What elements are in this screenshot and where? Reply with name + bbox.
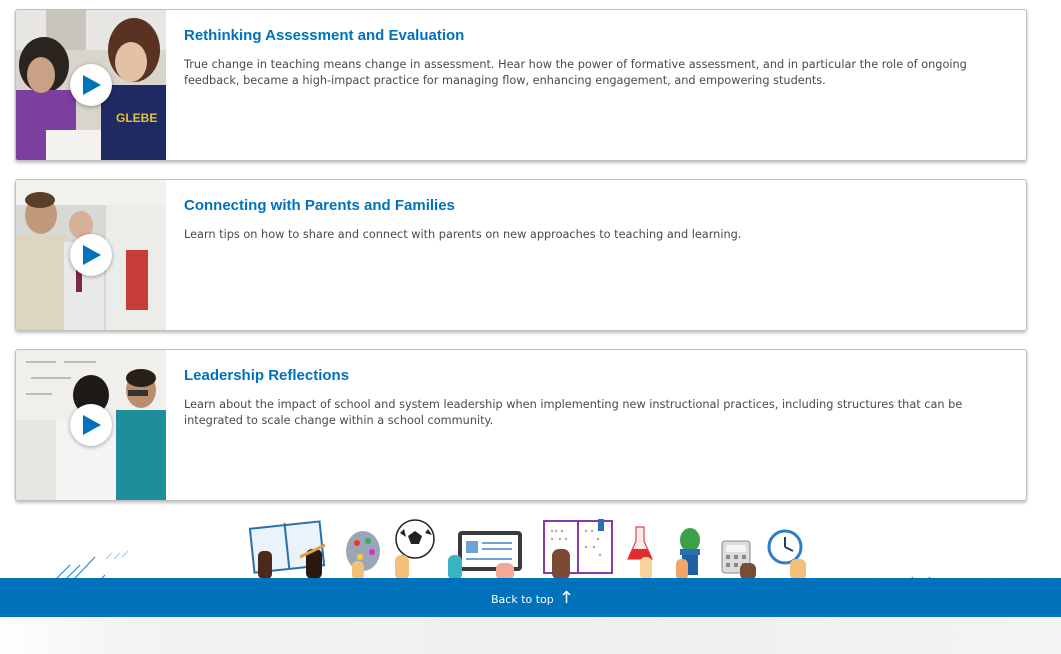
clock-icon: [769, 531, 806, 580]
card-description: Learn about the impact of school and system leadership when implementing new instructional practices, including structures that can be integrated to scale change within a school community.: [184, 398, 963, 427]
hands-illustration: [0, 505, 1061, 580]
video-thumbnail[interactable]: [16, 10, 166, 160]
video-thumbnail[interactable]: [16, 350, 166, 500]
play-button[interactable]: [70, 404, 112, 446]
soccer-ball-icon: [395, 520, 434, 580]
play-button[interactable]: [70, 234, 112, 276]
card-title[interactable]: Rethinking Assessment and Evaluation: [184, 27, 465, 44]
tablet-icon: [448, 531, 522, 580]
card-description: Learn tips on how to share and connect with parents on new approaches to teaching and learning.: [184, 228, 742, 241]
play-icon: [83, 415, 101, 435]
play-icon: [83, 245, 101, 265]
shirt-text: GLEBE: [116, 111, 158, 125]
footer-bar: [0, 578, 1061, 617]
video-card-leadership[interactable]: [15, 349, 1027, 501]
page-bottom-shadow: [0, 617, 1061, 654]
card-title[interactable]: Connecting with Parents and Families: [184, 197, 455, 214]
back-to-top-link[interactable]: [491, 590, 571, 607]
card-description: True change in teaching means change in assessment. Hear how the power of formative assessment, and in particular the role of ongoing feedback, became a high-impact practice for managing flow, enhancing engagement, and empowering students.: [184, 58, 967, 87]
video-thumbnail[interactable]: [16, 180, 166, 330]
braille-book-icon: [544, 519, 612, 580]
palette-icon: [346, 531, 380, 580]
back-to-top-label: Back to top: [491, 593, 554, 606]
play-icon: [83, 75, 101, 95]
card-title[interactable]: Leadership Reflections: [184, 367, 350, 384]
play-button[interactable]: [70, 64, 112, 106]
cactus-icon: [676, 528, 700, 580]
book-icon: [250, 521, 325, 579]
video-card-assessment[interactable]: [15, 9, 1027, 161]
flask-icon: [628, 527, 652, 580]
arrow-up-icon: [562, 590, 571, 607]
calculator-icon: [722, 541, 756, 580]
video-card-parents[interactable]: [15, 179, 1027, 331]
